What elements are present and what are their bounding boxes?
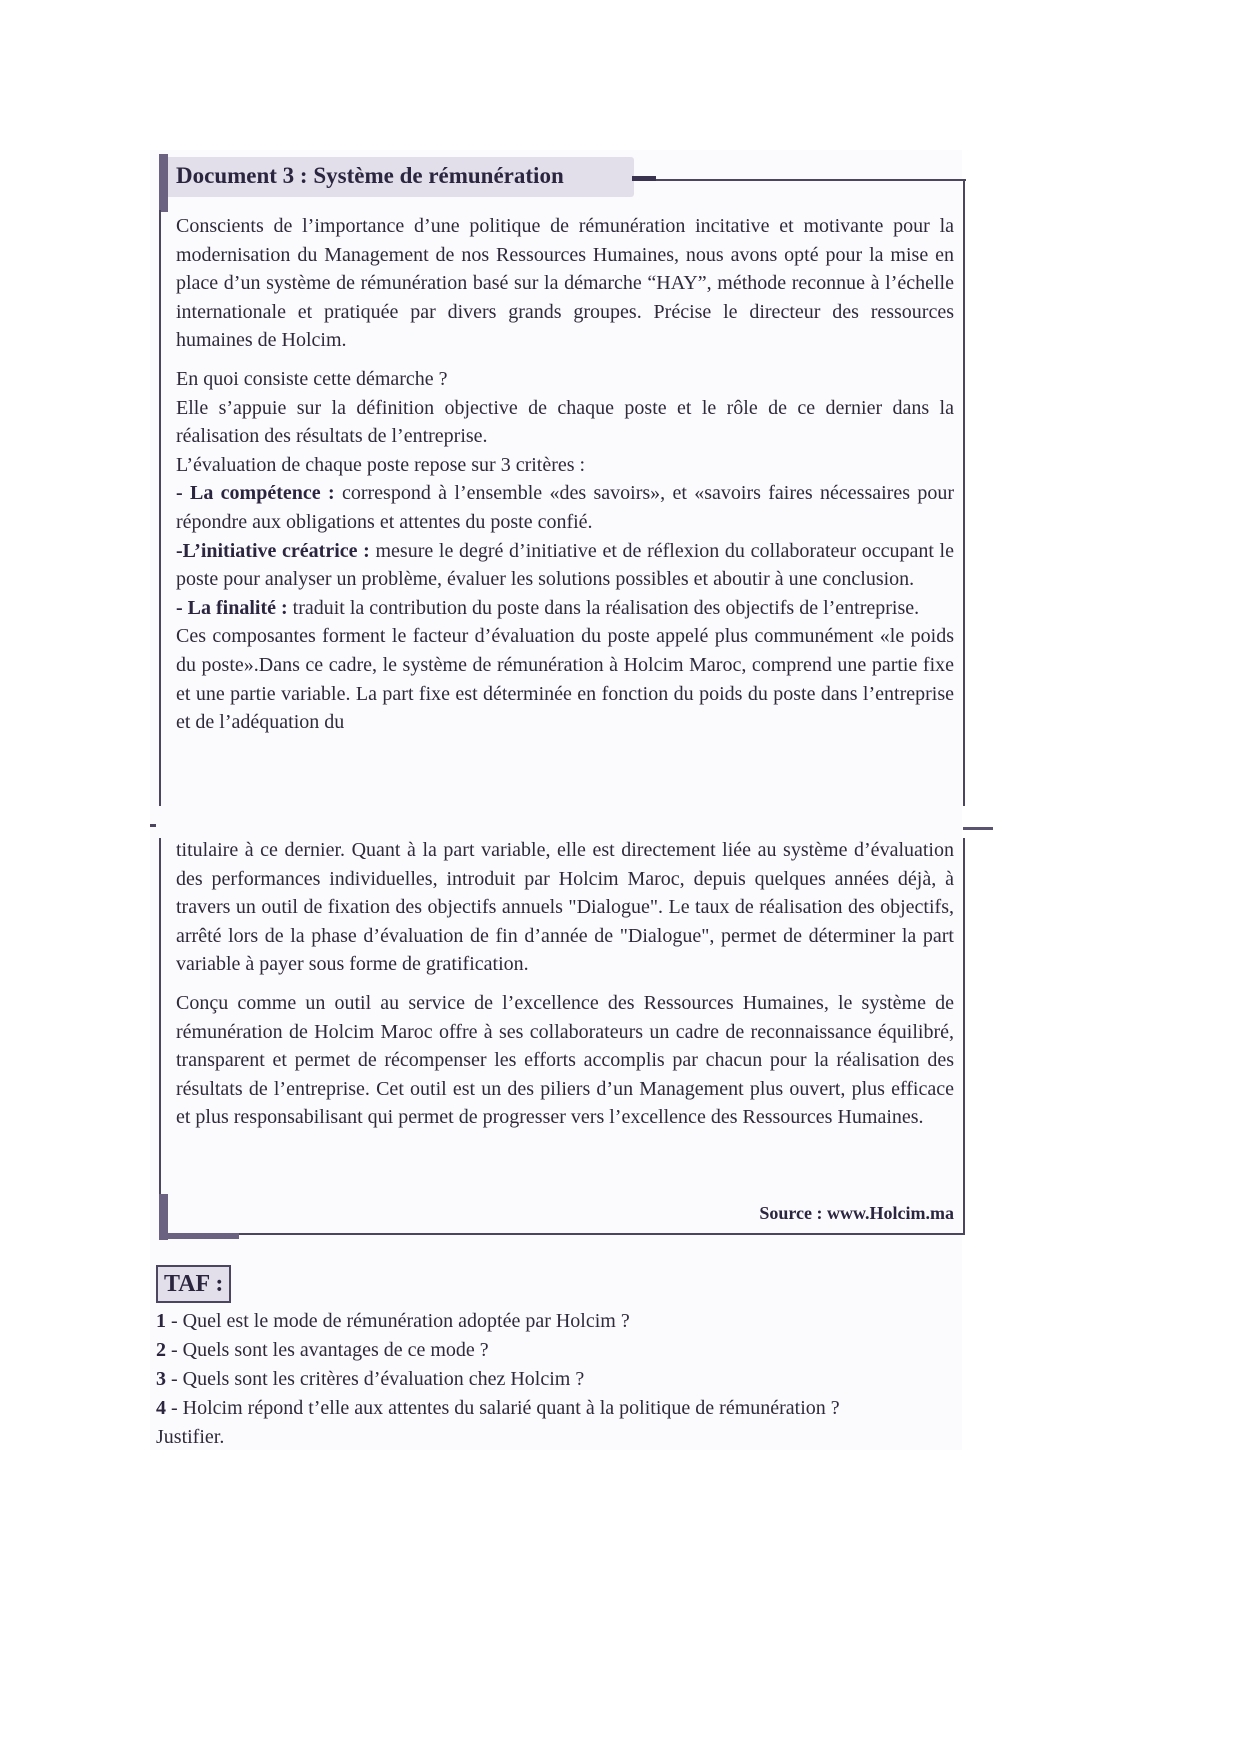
frame-accent-foot [159,1233,239,1239]
paragraph-definition: Elle s’appuie sur la définition objective de chaque poste et le rôle de ce dernier dans la réalisation des résultats de l’entreprise. [176,396,954,448]
page-break-dash [963,827,993,830]
question-number: 2 [156,1339,166,1361]
taf-question-list [156,1307,976,1452]
criterion-term: - La finalité : [176,596,288,619]
question-text: Holcim répond t’elle aux attentes du salarié quant à la politique de rémunération ? [182,1397,840,1419]
question-text: Quel est le mode de rémunération adoptée par Holcim ? [182,1310,630,1332]
frame-top-rule [656,179,966,181]
criterion-competence [176,479,954,536]
criterion-initiative [176,537,954,594]
taf-question-continuation: Justifier. [156,1426,225,1448]
document-title: Document 3 : Système de rémunération [176,163,564,188]
paragraph-intro: Conscients de l’importance d’une politique de rémunération incitative et motivante pour la modernisation du Management de nos Ressources Humaines, nous avons opté pour la mise en place d’un système de rémunération basé sur la démarche “HAY”, méthode reconnue à l’échelle internationale et pratiquée par divers grands groupes. Précise le directeur des ressources humaines de Holcim. [176,215,954,352]
frame-bottom-rule [159,1233,965,1235]
frame-left-rule [159,210,161,806]
page-break-tick [150,824,156,827]
question-separator: - [166,1368,183,1390]
criterion-text: traduit la contribution du poste dans la réalisation des objectifs de l’entreprise. [287,596,920,619]
question-line: En quoi consiste cette démarche ? [176,367,448,390]
frame-right-rule [963,179,965,806]
title-dash [632,176,656,181]
frame-left-rule-lower [159,838,161,1235]
question-number: 4 [156,1397,166,1419]
question-number: 3 [156,1368,166,1390]
taf-label: TAF : [156,1265,231,1303]
question-text: Quels sont les avantages de ce mode ? [182,1339,489,1361]
criterion-text: mesure le degré d’initiative et de réflexion du collaborateur occupant le poste pour analyser un problème, évaluer les solutions possibles et aboutir à une conclusion. [176,539,954,591]
question-text: Quels sont les critères d’évaluation chez Holcim ? [182,1368,585,1390]
criterion-text: correspond à l’ensemble «des savoirs», et «savoirs faires nécessaires pour répondre aux obligations et attentes du poste confié. [176,482,954,533]
frame-accent-top [159,154,168,212]
frame-right-rule-lower [963,838,965,1235]
taf-question [156,1394,976,1423]
question-separator: - [166,1397,183,1419]
question-number: 1 [156,1310,166,1332]
question-separator: - [166,1339,183,1361]
source-credit: Source : www.Holcim.ma [759,1203,954,1223]
paragraph-conclusion: Conçu comme un outil au service de l’excellence des Ressources Humaines, le système de rémunération de Holcim Maroc offre à ses collaborateurs un cadre de reconnaissance équilibré, transparent et permet de récompenser les efforts accomplis par chacun pour la réalisation des résultats de l’entreprise. Cet outil est un des piliers d’un Management plus ouvert, plus efficace et plus responsabilisant qui permet de progresser vers l’excellence des Ressources Humaines. [176,991,954,1129]
criterion-term: -L’initiative créatrice : [176,539,370,562]
question-separator: - [166,1310,183,1332]
criteria-intro: L’évaluation de chaque poste repose sur 3 critères : [176,453,586,476]
document-body-part-2 [176,836,954,1132]
document-body-part-1 [176,212,954,737]
paragraph-components-end: titulaire à ce dernier. Quant à la part variable, elle est directement liée au système d’évaluation des performances individuelles, introduit par Holcim Maroc, depuis quelques années déjà, à travers un outil de fixation des objectifs annuels "Dialogue". Le taux de réalisation des objectifs, arrêté lors de la phase d’évaluation de fin d’année de "Dialogue", permet de déterminer la part variable à payer sous forme de gratification. [176,839,954,976]
criterion-finalite [176,594,954,623]
taf-question [156,1307,976,1336]
taf-question [156,1336,976,1365]
criterion-term: - La compétence : [176,482,335,505]
taf-question [156,1365,976,1394]
paragraph-components-start: Ces composantes forment le facteur d’évaluation du poste appelé plus communément «le poids du poste».Dans ce cadre, le système de rémunération à Holcim Maroc, comprend une partie fixe et une partie variable. La part fixe est déterminée en fonction du poids du poste dans l’entreprise et de l’adéquation du [176,625,954,734]
